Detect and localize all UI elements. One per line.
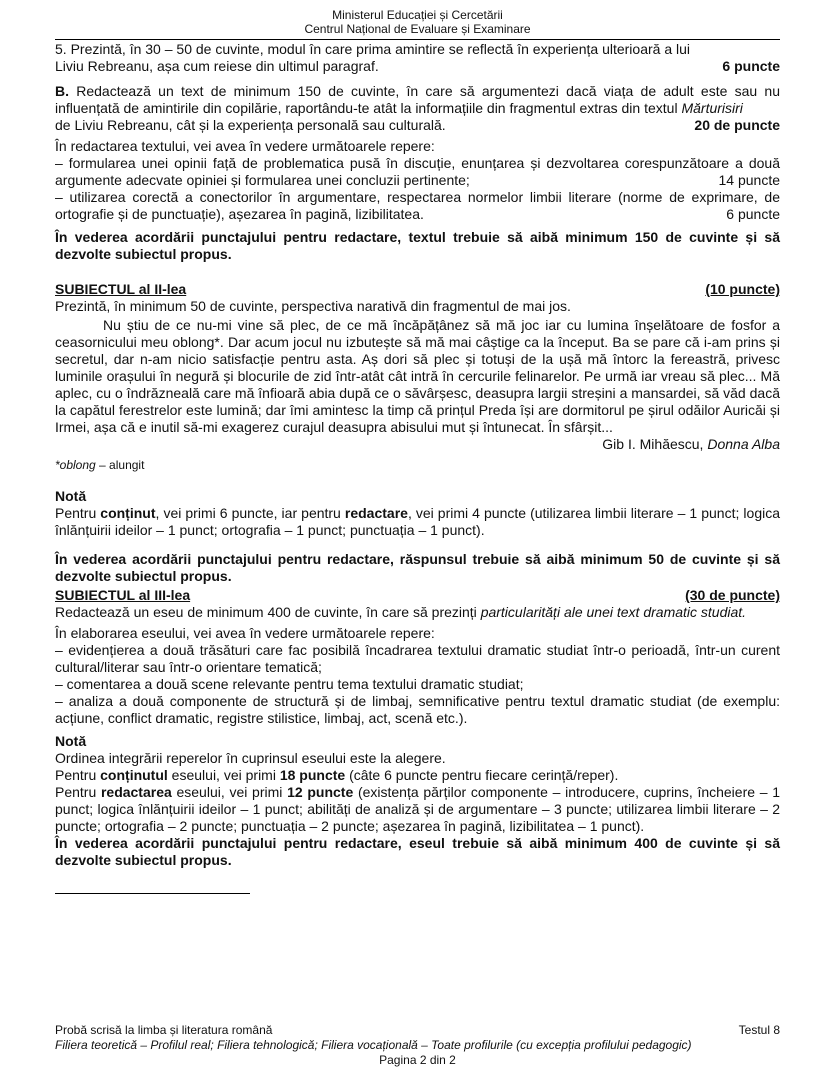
subject-2: [55, 281, 780, 585]
item-b-task-cont: de Liviu Rebreanu, cât și la experiența personală sau culturală.: [55, 117, 446, 133]
footer-exam-name: Probă scrisă la limba și literatura română: [55, 1023, 273, 1037]
center-name: Centrul Național de Evaluare și Examinare: [304, 22, 531, 36]
literary-excerpt: Nu știu de ce nu-mi vine să plec, de ce mă încăpățânez să mă joc iar cu lumina înșelătoare de fosfor a ceasornicului meu oblong*. Dar acum jocul nu izbutește să mă mai câștige ca la început. Ba se pare că i-am prins și secretul, dar n-am nicio satisfacție pentru asta. Aș dori să plec și totuși de la ușă mă întorc la fereastră, privesc luminile orașului în negură și blocurile de zid într-atât cât intră în cercurile felinarelor. Pe urmă iar vreau să plec... Mă aplec, cu o îndrăzneală care mă înfioară abia după ce o săvârșesc, deasupra largii streșini a mansardei, să văd dacă la capătul ferestrelor este lumină; dar îmi amintesc la timp că prințul Preda își are dormitorul pe șirul odăilor Auricăi și Irmei, așa că e inutil să-mi exagerez curajul deasupra abisului mut și întunecat. În sfârșit...: [55, 317, 780, 435]
footer-page-number: Pagina 2 din 2: [379, 1053, 456, 1067]
item-5-points: 6 puncte: [722, 58, 780, 74]
footnote: *oblong – alungit: [55, 458, 145, 472]
subject-2-title: SUBIECTUL al II-lea: [55, 281, 187, 297]
subject-3-reper-1: – evidențierea a două trăsături care fac posibilă încadrarea textului dramatic studiat într-o perioadă, într-un curent cultural/literar sau într-o orientare tematică;: [55, 642, 780, 675]
subject-3-note-title: Notă: [55, 733, 87, 749]
item-b: [55, 83, 780, 263]
end-rule: [55, 893, 250, 894]
item-b-label: B.: [55, 83, 69, 99]
subject-3-reper-3: – analiza a două componente de structură și de limbaj, semnificative pentru textul dramatic studiat (de exemplu: acțiune, conflict dramatic, registre stilistice, limbaj, act, scenă etc.).: [55, 693, 780, 726]
subject-2-points: (10 puncte): [705, 281, 780, 297]
footer-test-number: Testul 8: [738, 1023, 780, 1037]
item-b-criterion-1: – formularea unei opinii față de problematica pusă în discuție, enunțarea și dezvoltarea corespunzătoare a două argumente adecvate opiniei și formularea unei concluzii pertinente; 14 puncte: [55, 155, 780, 188]
header-divider: [55, 39, 780, 40]
item-5-text: 5. Prezintă, în 30 – 50 de cuvinte, modul în care prima amintire se reflectă în experiența ulterioară a lui: [55, 41, 691, 57]
subject-3-bold-note: În vederea acordării punctajului pentru redactare, eseul trebuie să aibă minimum 400 de cuvinte și să dezvolte subiectul propus.: [55, 835, 780, 868]
subject-3-reper-2: – comentarea a două scene relevante pentru tema textului dramatic studiat;: [55, 676, 524, 692]
excerpt-attribution: Gib I. Mihăescu, Donna Alba: [602, 436, 780, 452]
exam-page: [55, 0, 780, 869]
subject-2-note-text: Pentru conținut, vei primi 6 puncte, iar pentru redactare, vei primi 4 puncte (utilizarea limbii literare – 1 punct; logica înlănțuirii ideilor – 1 punct; ortografia – 1 punct; punctuația – 1 punct).: [55, 505, 780, 538]
subject-2-heading: [55, 281, 780, 298]
page-header: [55, 0, 780, 40]
subject-2-task: Prezintă, în minimum 50 de cuvinte, perspectiva narativă din fragmentul de mai jos.: [55, 298, 571, 314]
subject-3-task: Redactează un eseu de minimum 400 de cuvinte, în care să prezinți particularități ale unei text dramatic studiat.: [55, 604, 747, 620]
item-b-points: 20 de puncte: [694, 117, 780, 133]
item-b-intro: În redactarea textului, vei avea în vedere următoarele repere:: [55, 138, 435, 154]
subject-3-intro: În elaborarea eseului, vei avea în vedere următoarele repere:: [55, 625, 435, 641]
subject-3-points: (30 de puncte): [685, 587, 780, 603]
item-b-bold-note: În vederea acordării punctajului pentru redactare, textul trebuie să aibă minimum 150 de cuvinte și să dezvolte subiectul propus.: [55, 229, 780, 262]
footer-profile: Filiera teoretică – Profilul real; Filiera tehnologică; Filiera vocațională – Toate profilurile (cu excepția profilului pedagogic): [55, 1038, 692, 1052]
criterion-1-points: 14 puncte: [718, 172, 780, 188]
item-5-text-cont: Liviu Rebreanu, așa cum reiese din ultimul paragraf.: [55, 58, 379, 74]
subject-3: [55, 587, 780, 869]
subject-3-title: SUBIECTUL al III-lea: [55, 587, 191, 603]
subject-3-note-1: Ordinea integrării reperelor în cuprinsul eseului este la alegere.: [55, 750, 446, 766]
item-b-criterion-2: – utilizarea corectă a conectorilor în argumentare, respectarea normelor limbii literare (norme de exprimare, de ortografie și de punctuație), așezarea în pagină, lizibilitatea. 6 puncte: [55, 189, 780, 222]
ministry-name: Ministerul Educației și Cercetării: [332, 8, 503, 22]
criterion-2-points: 6 puncte: [726, 206, 780, 222]
subject-3-heading: [55, 587, 780, 604]
subject-3-note-2: Pentru conținutul eseului, vei primi 18 puncte (câte 6 puncte pentru fiecare cerință/reper).: [55, 767, 619, 783]
item-5: [55, 41, 780, 75]
work-title: Mărturisiri: [681, 100, 743, 116]
subject-2-note-title: Notă: [55, 488, 87, 504]
page-footer: [55, 1023, 780, 1068]
item-b-task: B. Redactează un text de minimum 150 de cuvinte, în care să argumentezi dacă viața de adult este sau nu influențată de amintirile din copilărie, raportându-te atât la informațiile din fragmentul extras din textul Mărturisiri: [55, 83, 780, 116]
subject-2-bold-note: În vederea acordării punctajului pentru redactare, răspunsul trebuie să aibă minimum 50 de cuvinte și să dezvolte subiectul propus.: [55, 551, 780, 584]
subject-3-note-3: Pentru redactarea eseului, vei primi 12 puncte (existența părților componente – introducere, cuprins, încheiere – 1 punct; logica înlănțuirii ideilor – 1 punct; abilități de analiză și de argumentare – 3 puncte; utilizarea limbii literare – 2 puncte; ortografia – 2 puncte; punctuația – 2 puncte; așezarea în pagină, lizibilitatea – 1 punct).: [55, 784, 781, 834]
